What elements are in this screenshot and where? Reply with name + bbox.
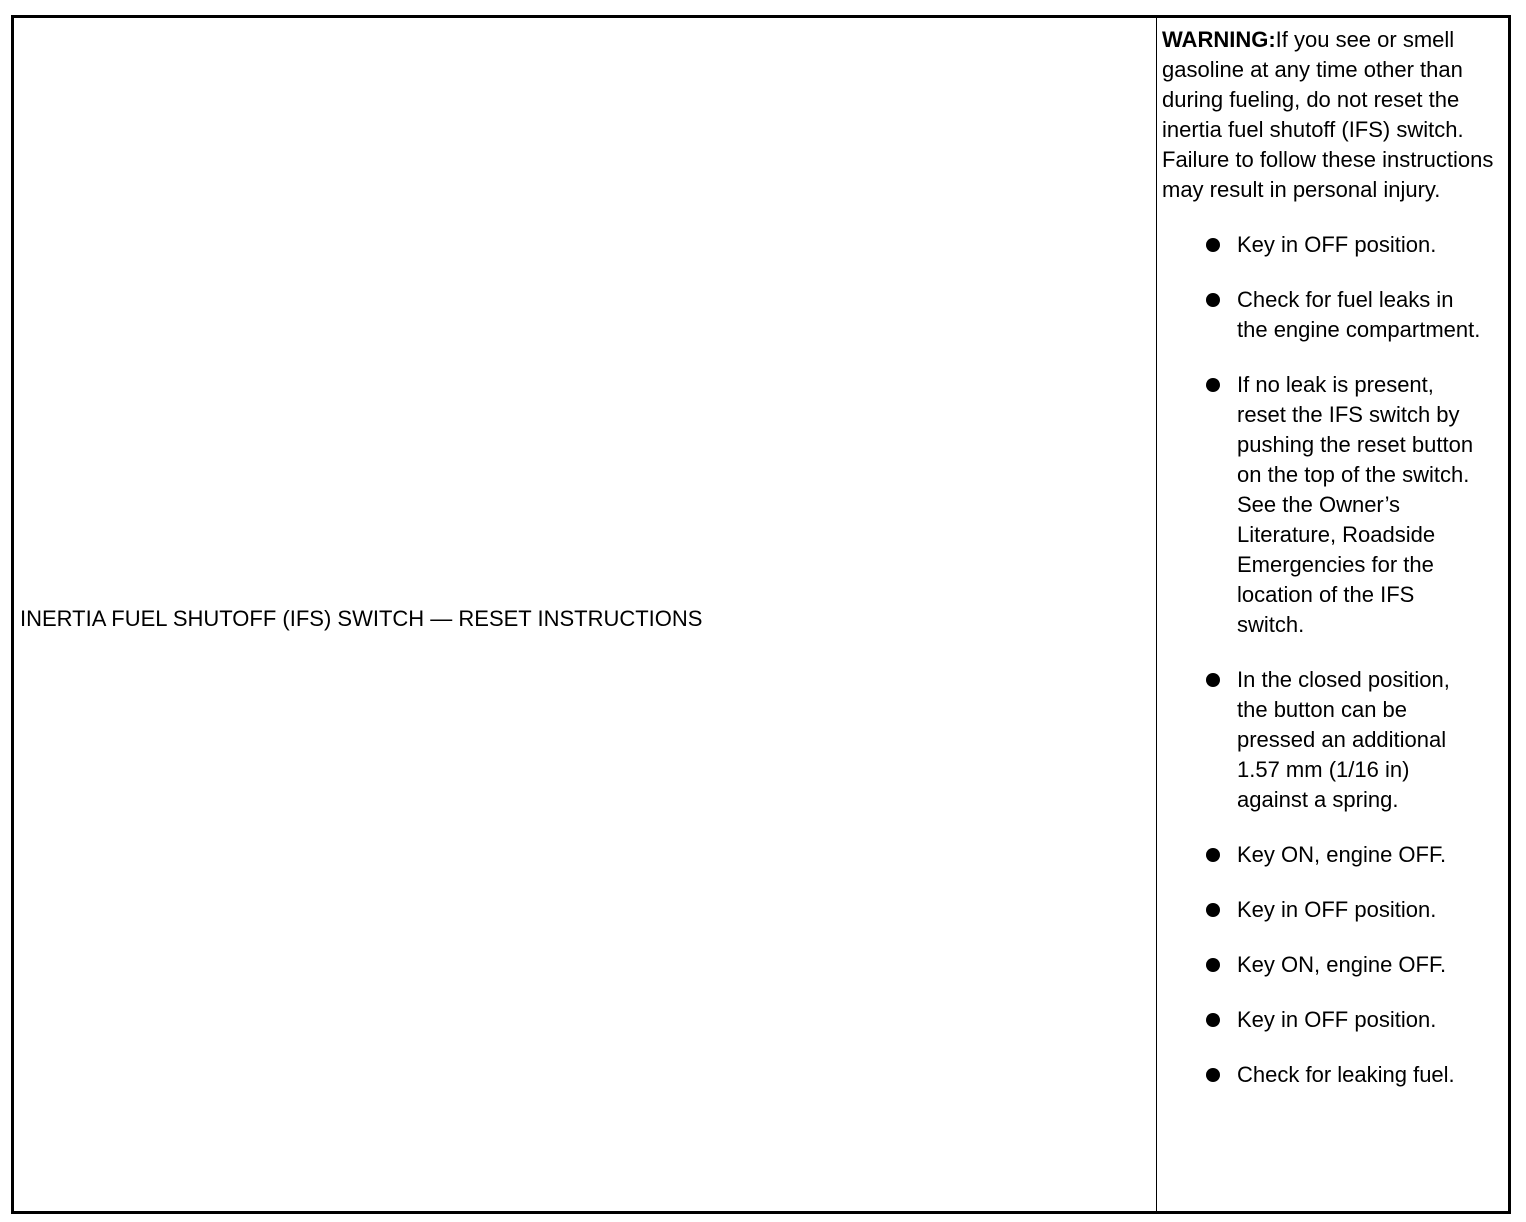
step-text: Key in OFF position. (1237, 232, 1437, 257)
bullet-icon (1206, 848, 1220, 862)
step-text: In the closed position, the button can be pressed an additional 1.57 mm (1/16 in) against a spring. (1237, 667, 1450, 812)
bullet-icon (1206, 293, 1220, 307)
bullet-icon (1206, 958, 1220, 972)
bullet-icon (1206, 903, 1220, 917)
step-text: Key ON, engine OFF. (1237, 842, 1447, 867)
procedure-table (11, 15, 1511, 1214)
step-text: Check for fuel leaks in the engine compartment. (1237, 287, 1481, 342)
step-text: If no leak is present, reset the IFS switch by pushing the reset button on the top of the switch. See the Owner’s Literature, Roadside Emergencies for the location of the IFS switch. (1237, 372, 1474, 637)
step-list (1162, 230, 1504, 1090)
step-text: Key ON, engine OFF. (1237, 952, 1447, 977)
bullet-icon (1206, 378, 1220, 392)
bullet-icon (1206, 238, 1220, 252)
list-item (1162, 950, 1504, 980)
bullet-icon (1206, 1013, 1220, 1027)
list-item (1162, 230, 1504, 260)
warning-label: WARNING: (1162, 27, 1276, 52)
procedure-title-cell (14, 18, 1157, 1211)
bullet-icon (1206, 673, 1220, 687)
procedure-instructions-cell (1157, 18, 1508, 1211)
list-item (1162, 285, 1504, 345)
list-item (1162, 895, 1504, 925)
procedure-title: INERTIA FUEL SHUTOFF (IFS) SWITCH — RESET INSTRUCTIONS (20, 605, 703, 631)
list-item (1162, 1005, 1504, 1035)
bullet-icon (1206, 1068, 1220, 1082)
step-text: Check for leaking fuel. (1237, 1062, 1455, 1087)
list-item (1162, 370, 1504, 640)
list-item (1162, 840, 1504, 870)
step-text: Key in OFF position. (1237, 897, 1437, 922)
list-item (1162, 665, 1504, 815)
step-text: Key in OFF position. (1237, 1007, 1437, 1032)
warning-text: If you see or smell gasoline at any time other than during fueling, do not reset the inertia fuel shutoff (IFS) switch. Failure to follow these instructions may result in personal injury. (1162, 27, 1494, 202)
list-item (1162, 1060, 1504, 1090)
warning-note (1162, 25, 1504, 205)
